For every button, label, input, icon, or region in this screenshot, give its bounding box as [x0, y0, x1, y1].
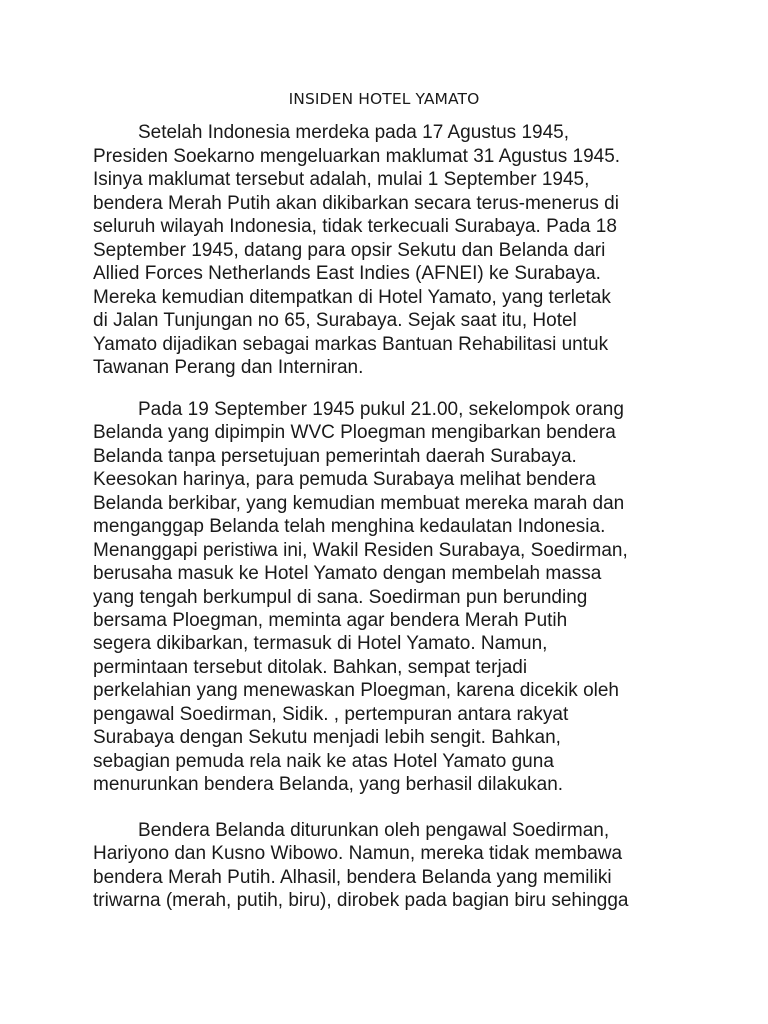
paragraph-line: sebagian pemuda rela naik ke atas Hotel Yamato guna: [93, 750, 554, 772]
paragraph-line: Bendera Belanda diturunkan oleh pengawal Soedirman,: [138, 820, 610, 841]
document-title: INSIDEN HOTEL YAMATO: [288, 90, 480, 108]
paragraph-line: bersama Ploegman, meminta agar bendera Merah Putih: [93, 609, 568, 631]
paragraph-line: Pada 19 September 1945 pukul 21.00, sekelompok orang: [138, 399, 624, 420]
paragraph-line: Yamato dijadikan sebagai markas Bantuan Rehabilitasi untuk: [93, 333, 609, 355]
paragraph-line: Allied Forces Netherlands East Indies (AFNEI) ke Surabaya.: [93, 263, 601, 285]
paragraph-line: Surabaya dengan Sekutu menjadi lebih sengit. Bahkan,: [93, 727, 561, 749]
paragraph-line: Mereka kemudian ditempatkan di Hotel Yamato, yang terletak: [93, 286, 611, 308]
paragraph-line: yang tengah berkumpul di sana. Soedirman pun berunding: [93, 586, 588, 608]
paragraph-line: Tawanan Perang dan Interniran.: [93, 357, 364, 379]
paragraph-line: seluruh wilayah Indonesia, tidak terkecuali Surabaya. Pada 18: [93, 216, 617, 238]
paragraph-line: Keesokan harinya, para pemuda Surabaya melihat bendera: [93, 469, 596, 491]
paragraph-line: perkelahian yang menewaskan Ploegman, karena dicekik oleh: [93, 680, 619, 702]
paragraph-line: Isinya maklumat tersebut adalah, mulai 1 September 1945,: [93, 169, 590, 191]
paragraph-line: bendera Merah Putih akan dikibarkan secara terus-menerus di: [93, 192, 619, 214]
paragraph-line: Belanda tanpa persetujuan pemerintah daerah Surabaya.: [93, 445, 577, 467]
paragraph-line: pengawal Soedirman, Sidik. , pertempuran antara rakyat: [93, 703, 569, 725]
paragraph-line: menganggap Belanda telah menghina kedaulatan Indonesia.: [93, 516, 606, 538]
paragraph-line: Hariyono dan Kusno Wibowo. Namun, mereka tidak membawa: [93, 843, 623, 865]
paragraph-line: permintaan tersebut ditolak. Bahkan, sempat terjadi: [93, 656, 528, 678]
paragraph-line: bendera Merah Putih. Alhasil, bendera Belanda yang memiliki: [93, 866, 612, 888]
paragraph-3: [93, 819, 733, 913]
paragraph-line: segera dikibarkan, termasuk di Hotel Yamato. Namun,: [93, 633, 548, 655]
paragraph-line: Presiden Soekarno mengeluarkan maklumat 31 Agustus 1945.: [93, 145, 621, 167]
paragraph-line: Menanggapi peristiwa ini, Wakil Residen Surabaya, Soedirman,: [93, 539, 628, 561]
paragraph-line: September 1945, datang para opsir Sekutu dan Belanda dari: [93, 239, 606, 261]
paragraph-line: berusaha masuk ke Hotel Yamato dengan membelah massa: [93, 563, 602, 585]
paragraph-line: triwarna (merah, putih, biru), dirobek pada bagian biru sehingga: [93, 890, 629, 912]
paragraph-line: Belanda berkibar, yang kemudian membuat mereka marah dan: [93, 492, 625, 514]
paragraph-line: Setelah Indonesia merdeka pada 17 Agustus 1945,: [138, 122, 569, 143]
paragraph-line: Belanda yang dipimpin WVC Ploegman mengibarkan bendera: [93, 422, 616, 444]
paragraph-line: di Jalan Tunjungan no 65, Surabaya. Sejak saat itu, Hotel: [93, 310, 577, 332]
paragraph-1: [93, 121, 733, 380]
paragraph-line: menurunkan bendera Belanda, yang berhasil dilakukan.: [93, 774, 564, 795]
paragraph-2: [93, 398, 733, 796]
